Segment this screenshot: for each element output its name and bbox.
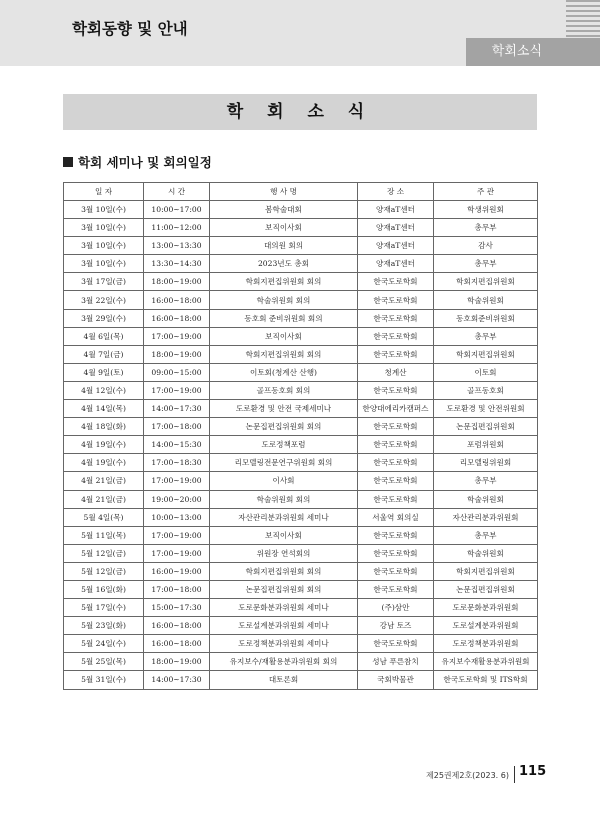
- cell-organizer: 총무부: [434, 255, 538, 273]
- table-row: [64, 671, 538, 689]
- cell-event: 대토론회: [210, 671, 358, 689]
- cell-organizer: 논문집편집위원회: [434, 580, 538, 598]
- cell-time: 19:00~20:00: [144, 490, 210, 508]
- cell-organizer: 총무부: [434, 327, 538, 345]
- subheading-text: 학회 세미나 및 회의일정: [78, 155, 212, 170]
- cell-event: 이토회(청계산 산행): [210, 363, 358, 381]
- cell-organizer: 도로설계분과위원회: [434, 617, 538, 635]
- cell-date: 4월 19일(수): [64, 454, 144, 472]
- table-row: [64, 544, 538, 562]
- cell-event: 리모델링전문연구위원회 회의: [210, 454, 358, 472]
- cell-venue: 강남 토즈: [358, 617, 434, 635]
- table-row: [64, 635, 538, 653]
- cell-organizer: 학회지편집위원회: [434, 345, 538, 363]
- table-row: [64, 653, 538, 671]
- table-row: [64, 562, 538, 580]
- table-row: [64, 327, 538, 345]
- cell-time: 17:00~18:00: [144, 580, 210, 598]
- table-row: [64, 617, 538, 635]
- cell-venue: 한국도로학회: [358, 327, 434, 345]
- cell-organizer: 학술위원회: [434, 490, 538, 508]
- cell-time: 14:00~15:30: [144, 436, 210, 454]
- cell-event: 도로문화분과위원회 세미나: [210, 599, 358, 617]
- cell-venue: 한국도로학회: [358, 635, 434, 653]
- cell-venue: 한국도로학회: [358, 309, 434, 327]
- cell-event: 학회지편집위원회 회의: [210, 345, 358, 363]
- cell-date: 5월 12일(금): [64, 544, 144, 562]
- table-row: [64, 400, 538, 418]
- cell-event: 학회지편집위원회 회의: [210, 273, 358, 291]
- cell-time: 09:00~15:00: [144, 363, 210, 381]
- cell-organizer: 감사: [434, 237, 538, 255]
- cell-organizer: 학술위원회: [434, 544, 538, 562]
- cell-venue: 양재aT센터: [358, 219, 434, 237]
- cell-time: 14:00~17:30: [144, 671, 210, 689]
- cell-date: 4월 12일(수): [64, 381, 144, 399]
- cell-venue: 한국도로학회: [358, 580, 434, 598]
- cell-date: 3월 22일(수): [64, 291, 144, 309]
- cell-organizer: 총무부: [434, 472, 538, 490]
- cell-date: 3월 10일(수): [64, 237, 144, 255]
- page-number: 115: [519, 764, 547, 779]
- cell-venue: (주)삼안: [358, 599, 434, 617]
- cell-event: 봄학술대회: [210, 201, 358, 219]
- table-row: [64, 508, 538, 526]
- cell-time: 17:00~18:30: [144, 454, 210, 472]
- table-row: [64, 201, 538, 219]
- table-row: [64, 580, 538, 598]
- cell-time: 11:00~12:00: [144, 219, 210, 237]
- cell-event: 도로설계분과위원회 세미나: [210, 617, 358, 635]
- cell-event: 도로정책포럼: [210, 436, 358, 454]
- cell-time: 10:00~17:00: [144, 201, 210, 219]
- cell-event: 학회지편집위원회 회의: [210, 562, 358, 580]
- cell-venue: 한국도로학회: [358, 436, 434, 454]
- column-header-date: 일 자: [64, 183, 144, 201]
- cell-venue: 양재aT센터: [358, 237, 434, 255]
- cell-organizer: 유지보수재활용분과위원회: [434, 653, 538, 671]
- cell-time: 14:00~17:30: [144, 400, 210, 418]
- schedule-table: [63, 182, 538, 690]
- cell-venue: 양재aT센터: [358, 255, 434, 273]
- cell-date: 4월 7일(금): [64, 345, 144, 363]
- table-row: [64, 363, 538, 381]
- cell-date: 3월 29일(수): [64, 309, 144, 327]
- cell-date: 4월 9일(토): [64, 363, 144, 381]
- cell-venue: 서울역 회의실: [358, 508, 434, 526]
- column-header-venue: 장 소: [358, 183, 434, 201]
- cell-time: 17:00~19:00: [144, 526, 210, 544]
- cell-venue: 한양대에리카캠퍼스: [358, 400, 434, 418]
- cell-organizer: 자산관리분과위원회: [434, 508, 538, 526]
- cell-organizer: 리모델링위원회: [434, 454, 538, 472]
- cell-event: 유지보수/재활용분과위원회 회의: [210, 653, 358, 671]
- cell-event: 대의원 회의: [210, 237, 358, 255]
- table-row: [64, 436, 538, 454]
- cell-venue: 한국도로학회: [358, 526, 434, 544]
- cell-organizer: 학술위원회: [434, 291, 538, 309]
- cell-time: 16:00~18:00: [144, 309, 210, 327]
- column-header-time: 시 간: [144, 183, 210, 201]
- table-row: [64, 255, 538, 273]
- cell-date: 4월 14일(목): [64, 400, 144, 418]
- table-row: [64, 526, 538, 544]
- cell-date: 5월 12일(금): [64, 562, 144, 580]
- cell-event: 이사회: [210, 472, 358, 490]
- cell-time: 16:00~18:00: [144, 617, 210, 635]
- cell-organizer: 논문집편집위원회: [434, 418, 538, 436]
- table-row: [64, 472, 538, 490]
- cell-date: 4월 21일(금): [64, 472, 144, 490]
- table-header-row: [64, 183, 538, 201]
- table-row: [64, 309, 538, 327]
- cell-venue: 한국도로학회: [358, 472, 434, 490]
- cell-venue: 한국도로학회: [358, 544, 434, 562]
- cell-organizer: 포럼위원회: [434, 436, 538, 454]
- cell-venue: 한국도로학회: [358, 345, 434, 363]
- column-header-event: 행 사 명: [210, 183, 358, 201]
- cell-organizer: 동호회준비위원회: [434, 309, 538, 327]
- cell-venue: 한국도로학회: [358, 381, 434, 399]
- cell-time: 16:00~18:00: [144, 291, 210, 309]
- table-row: [64, 599, 538, 617]
- cell-time: 10:00~13:00: [144, 508, 210, 526]
- cell-date: 5월 24일(수): [64, 635, 144, 653]
- cell-venue: 한국도로학회: [358, 291, 434, 309]
- cell-venue: 한국도로학회: [358, 562, 434, 580]
- cell-event: 자산관리분과위원회 세미나: [210, 508, 358, 526]
- cell-time: 17:00~19:00: [144, 544, 210, 562]
- cell-time: 18:00~19:00: [144, 273, 210, 291]
- page-title-banner: 학 회 소 식: [63, 94, 537, 130]
- cell-time: 13:00~13:30: [144, 237, 210, 255]
- cell-organizer: 학회지편집위원회: [434, 273, 538, 291]
- column-header-organizer: 주 관: [434, 183, 538, 201]
- table-row: [64, 273, 538, 291]
- table-row: [64, 381, 538, 399]
- cell-organizer: 도로정책분과위원회: [434, 635, 538, 653]
- footer-divider: [514, 766, 515, 783]
- section-tab: 학회소식: [466, 38, 600, 66]
- cell-organizer: 도로환경 및 안전위원회: [434, 400, 538, 418]
- cell-time: 18:00~19:00: [144, 653, 210, 671]
- table-row: [64, 219, 538, 237]
- cell-date: 3월 10일(수): [64, 201, 144, 219]
- cell-event: 2023년도 총회: [210, 255, 358, 273]
- cell-venue: 한국도로학회: [358, 490, 434, 508]
- cell-date: 5월 25일(목): [64, 653, 144, 671]
- header-title: 학회동향 및 안내: [72, 20, 188, 38]
- cell-organizer: 한국도로학회 및 ITS학회: [434, 671, 538, 689]
- cell-organizer: 학생위원회: [434, 201, 538, 219]
- cell-date: 5월 23일(화): [64, 617, 144, 635]
- table-row: [64, 345, 538, 363]
- cell-organizer: 도로문화분과위원회: [434, 599, 538, 617]
- cell-event: 골프동호회 회의: [210, 381, 358, 399]
- cell-time: 17:00~19:00: [144, 327, 210, 345]
- issue-info: 제25권제2호(2023. 6): [426, 771, 509, 780]
- cell-time: 18:00~19:00: [144, 345, 210, 363]
- cell-event: 보직이사회: [210, 327, 358, 345]
- cell-date: 4월 19일(수): [64, 436, 144, 454]
- cell-venue: 성남 푸른참치: [358, 653, 434, 671]
- cell-venue: 국회박물관: [358, 671, 434, 689]
- cell-date: 4월 18일(화): [64, 418, 144, 436]
- cell-date: 5월 31일(수): [64, 671, 144, 689]
- cell-venue: 청계산: [358, 363, 434, 381]
- cell-venue: 한국도로학회: [358, 273, 434, 291]
- cell-time: 17:00~18:00: [144, 418, 210, 436]
- cell-event: 위원장 연석회의: [210, 544, 358, 562]
- cell-organizer: 골프동호회: [434, 381, 538, 399]
- cell-date: 5월 16일(화): [64, 580, 144, 598]
- cell-date: 3월 10일(수): [64, 255, 144, 273]
- cell-date: 3월 17일(금): [64, 273, 144, 291]
- table-row: [64, 490, 538, 508]
- cell-venue: 한국도로학회: [358, 454, 434, 472]
- cell-event: 도로환경 및 안전 국제세미나: [210, 400, 358, 418]
- cell-date: 3월 10일(수): [64, 219, 144, 237]
- cell-date: 5월 4일(목): [64, 508, 144, 526]
- cell-event: 도로정책분과위원회 세미나: [210, 635, 358, 653]
- cell-venue: 한국도로학회: [358, 418, 434, 436]
- cell-event: 논문집편집위원회 회의: [210, 418, 358, 436]
- cell-event: 보직이사회: [210, 219, 358, 237]
- cell-time: 13:30~14:30: [144, 255, 210, 273]
- cell-event: 학술위원회 회의: [210, 490, 358, 508]
- table-row: [64, 291, 538, 309]
- cell-date: 4월 6일(목): [64, 327, 144, 345]
- cell-event: 동호회 준비위원회 회의: [210, 309, 358, 327]
- cell-organizer: 이토회: [434, 363, 538, 381]
- cell-organizer: 총무부: [434, 219, 538, 237]
- cell-event: 보직이사회: [210, 526, 358, 544]
- cell-date: 5월 17일(수): [64, 599, 144, 617]
- cell-organizer: 학회지편집위원회: [434, 562, 538, 580]
- cell-time: 17:00~19:00: [144, 472, 210, 490]
- cell-date: 5월 11일(목): [64, 526, 144, 544]
- cell-event: 논문집편집위원회 회의: [210, 580, 358, 598]
- cell-organizer: 총무부: [434, 526, 538, 544]
- cell-date: 4월 21일(금): [64, 490, 144, 508]
- table-row: [64, 237, 538, 255]
- cell-time: 17:00~19:00: [144, 381, 210, 399]
- cell-venue: 양재aT센터: [358, 201, 434, 219]
- cell-time: 16:00~19:00: [144, 562, 210, 580]
- cell-time: 16:00~18:00: [144, 635, 210, 653]
- cell-event: 학술위원회 회의: [210, 291, 358, 309]
- table-row: [64, 454, 538, 472]
- cell-time: 15:00~17:30: [144, 599, 210, 617]
- square-bullet-icon: [63, 157, 73, 167]
- table-row: [64, 418, 538, 436]
- section-subheading: [63, 153, 212, 171]
